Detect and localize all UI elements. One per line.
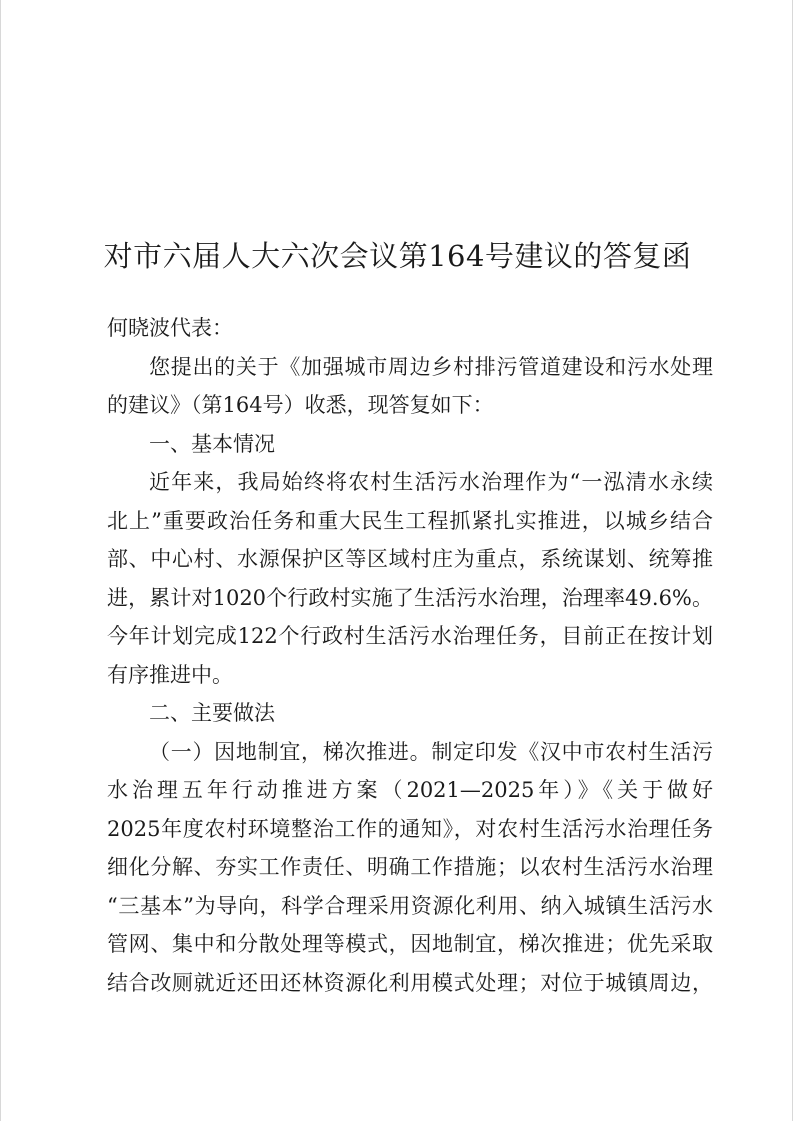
paragraph-line: 水治理五年行动推进方案（2021—2025年）》《关于做好 [107, 778, 713, 802]
paragraph-line: 的建议》（第164号）收悉，现答复如下： [107, 393, 494, 417]
paragraph-line: 进，累计对1020个行政村实施了生活污水治理，治理率49.6%。 [107, 585, 713, 610]
paragraph-line: 结合改厕就近还田还林资源化利用模式处理；对位于城镇周边， [107, 970, 713, 995]
paragraph-line: 有序推进中。 [107, 662, 233, 687]
paragraph-line: “三基本”为导向，科学合理采用资源化利用、纳入城镇生活污水 [107, 893, 713, 918]
paragraph-line: 2025年度农村环境整治工作的通知》，对农村生活污水治理任务 [107, 816, 713, 841]
document-title: 对市六届人大六次会议第164号建议的答复函 [103, 239, 692, 273]
paragraph-line: 北上”重要政治任务和重大民生工程抓紧扎实推进，以城乡结合 [107, 508, 713, 533]
paragraph-line: 您提出的关于《加强城市周边乡村排污管道建设和污水处理 [149, 354, 713, 379]
paragraph-line: 部、中心村、水源保护区等区域村庄为重点，系统谋划、统筹推 [107, 547, 713, 571]
salutation: 何晓波代表： [107, 316, 233, 340]
paragraph-line: 管网、集中和分散处理等模式，因地制宜，梯次推进；优先采取 [107, 932, 713, 956]
section-heading: 一、基本情况 [149, 431, 275, 456]
paragraph-line: 细化分解、夯实工作责任、明确工作措施；以农村生活污水治理 [107, 855, 713, 879]
paragraph-line: 今年计划完成122个行政村生活污水治理任务，目前正在按计划 [107, 624, 713, 648]
section-heading: 二、主要做法 [149, 701, 275, 725]
document-body [107, 309, 713, 1002]
paragraph-line: 近年来，我局始终将农村生活污水治理作为“一泓清水永续 [149, 470, 713, 494]
paragraph-line: （一）因地制宜，梯次推进。制定印发《汉中市农村生活污 [149, 739, 713, 764]
